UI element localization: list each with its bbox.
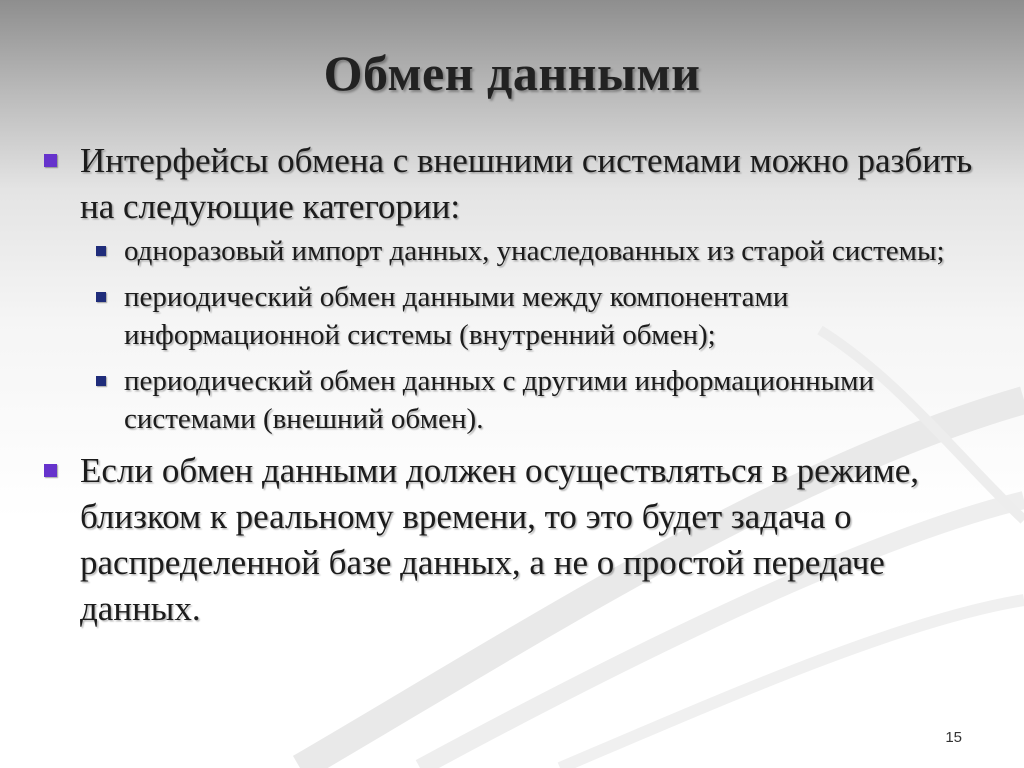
page-number: 15: [945, 729, 962, 746]
square-bullet-icon: [96, 292, 106, 302]
square-bullet-icon: [44, 154, 57, 167]
slide-title: Обмен данными: [323, 45, 701, 101]
bullet-text: Если обмен данными должен осуществляться в режиме, близком к реальному времени, то это будет задача о распределенной базе данных, а не о простой передаче данных.: [80, 451, 920, 628]
bullet-item: [40, 448, 990, 632]
sub-bullet-text: одноразовый импорт данных, унаследованных из старой системы;: [124, 235, 945, 267]
sub-bullet-text: периодический обмен данными между компонентами информационной системы (внутренний обмен);: [124, 281, 789, 351]
square-bullet-icon: [96, 376, 106, 386]
slide-content: [40, 138, 990, 632]
square-bullet-icon: [96, 246, 106, 256]
sub-bullet-text: периодический обмен данных с другими информационными системами (внешний обмен).: [124, 365, 875, 435]
bullet-item: [40, 138, 990, 230]
sub-bullet-item: [94, 278, 990, 354]
sub-bullet-item: [94, 232, 990, 270]
square-bullet-icon: [44, 464, 57, 477]
sub-bullet-item: [94, 362, 990, 438]
bullet-text: Интерфейсы обмена с внешними системами можно разбить на следующие категории:: [80, 141, 973, 226]
